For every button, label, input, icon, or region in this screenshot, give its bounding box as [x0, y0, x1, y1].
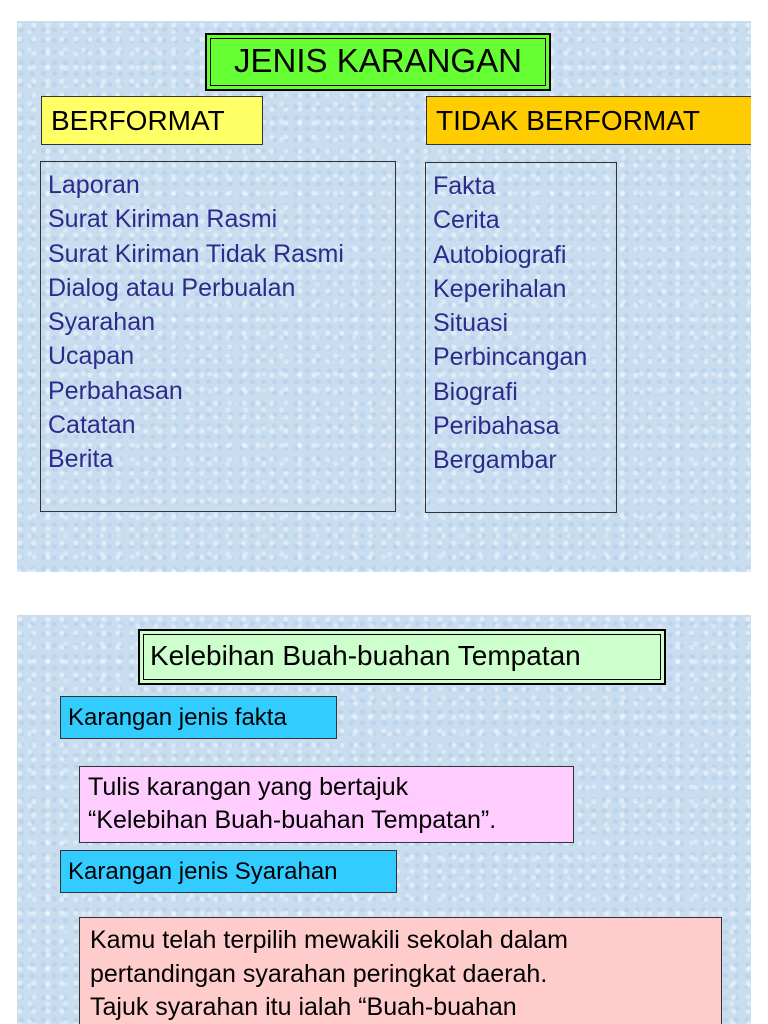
list-item: Fakta — [433, 172, 496, 200]
berformat-heading: BERFORMAT — [41, 96, 263, 145]
slide-title: Kelebihan Buah-buahan Tempatan — [138, 629, 666, 685]
list-item: Perbincangan — [433, 343, 588, 372]
syarahan-label: Karangan jenis Syarahan — [60, 850, 397, 893]
fakta-label: Karangan jenis fakta — [60, 696, 337, 739]
list-item: Biografi — [433, 377, 518, 406]
list-item: Perbahasan — [48, 376, 183, 405]
list-item: Berita — [48, 445, 114, 474]
list-item: Laporan — [48, 171, 140, 199]
task-line: Tulis karangan yang bertajuk — [88, 773, 409, 801]
list-item: Syarahan — [48, 308, 156, 337]
list-item: Dialog atau Perbualan — [48, 273, 296, 302]
list-item: Catatan — [48, 411, 136, 440]
list-item: Ucapan — [48, 342, 135, 371]
tidak-berformat-heading: TIDAK BERFORMAT — [426, 96, 751, 145]
list-item: Surat Kiriman Tidak Rasmi — [48, 239, 344, 268]
berformat-list — [40, 161, 396, 512]
tidak-berformat-list — [425, 162, 617, 513]
slide-title: JENIS KARANGAN — [205, 33, 551, 91]
slide-kelebihan-buah — [17, 615, 751, 1024]
slide-jenis-karangan — [17, 21, 751, 572]
list-item: Cerita — [433, 206, 500, 235]
list-item: Situasi — [433, 309, 509, 338]
list-item: Surat Kiriman Rasmi — [48, 205, 278, 234]
task-line: “Kelebihan Buah-buahan Tempatan”. — [88, 806, 497, 834]
task-line: Kamu telah terpilih mewakili sekolah dalam — [90, 926, 569, 954]
list-item: Peribahasa — [433, 412, 560, 441]
task-line: Tajuk syarahan itu ialah “Buah-buahan — [90, 993, 517, 1021]
task-line: pertandingan syarahan peringkat daerah. — [90, 959, 548, 988]
list-item: Autobiografi — [433, 240, 567, 269]
list-item: Bergambar — [433, 446, 557, 475]
list-item: Keperihalan — [433, 274, 567, 303]
syarahan-task-box — [79, 917, 722, 1024]
fakta-task-box — [79, 766, 574, 843]
